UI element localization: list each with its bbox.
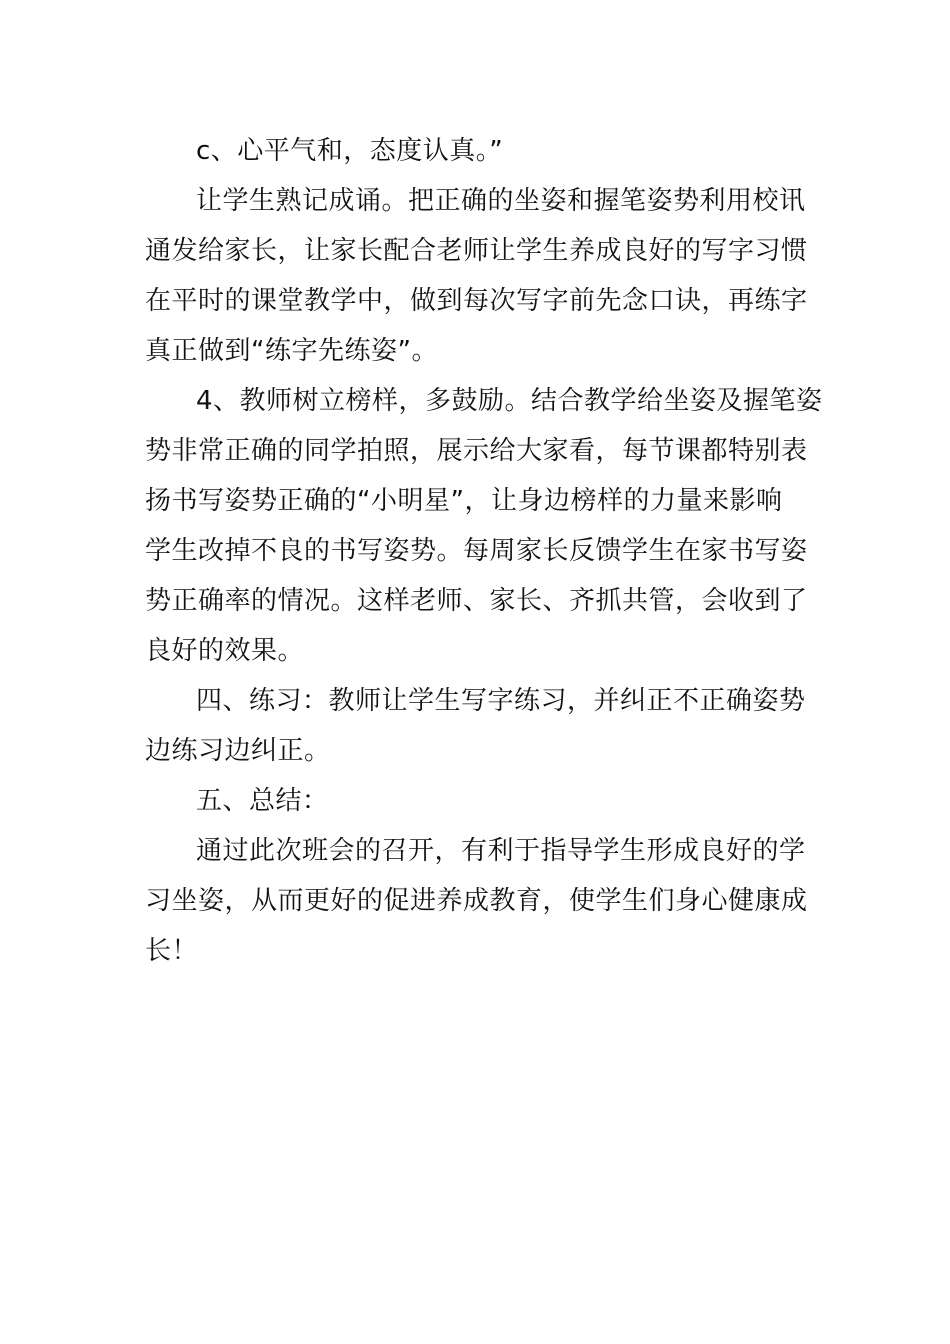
text-line-practice-correct: 边练习边纠正。 (145, 736, 331, 766)
text-line-notify-parents: 通发给家长，让家长配合老师让学生养成良好的写字习惯 (145, 236, 808, 266)
text-line-correct-habits: 学生改掉不良的书写姿势。每周家长反馈学生在家书写姿 (145, 536, 808, 566)
text-line-c-item: c、心平气和，态度认真。” (196, 136, 504, 166)
text-line-summary-3: 长！ (145, 936, 199, 966)
text-line-joint-management: 势正确率的情况。这样老师、家长、齐抓共管，会收到了 (145, 586, 808, 616)
text-line-good-effect: 良好的效果。 (145, 636, 305, 666)
text-line-memorize: 让学生熟记成诵。把正确的坐姿和握笔姿势利用校讯 (196, 186, 806, 216)
text-line-little-star: 扬书写姿势正确的“小明星”，让身边榜样的力量来影响 (145, 486, 783, 516)
text-line-summary-1: 通过此次班会的召开，有利于指导学生形成良好的学 (196, 836, 806, 866)
text-line-summary-2: 习坐姿，从而更好的促进养成教育，使学生们身心健康成 (145, 886, 808, 916)
text-line-posture-first: 真正做到“练字先练姿”。 (145, 336, 438, 366)
text-line-classroom: 在平时的课堂教学中，做到每次写字前先念口诀，再练字 (145, 286, 808, 316)
section-heading-summary: 五、总结： (196, 786, 329, 816)
text-line-section-practice: 四、练习：教师让学生写字练习，并纠正不正确姿势 (196, 686, 806, 716)
text-line-photo: 势非常正确的同学拍照，展示给大家看，每节课都特别表 (145, 436, 808, 466)
text-line-item-4: 4、教师树立榜样，多鼓励。结合教学给坐姿及握笔姿 (196, 386, 823, 416)
